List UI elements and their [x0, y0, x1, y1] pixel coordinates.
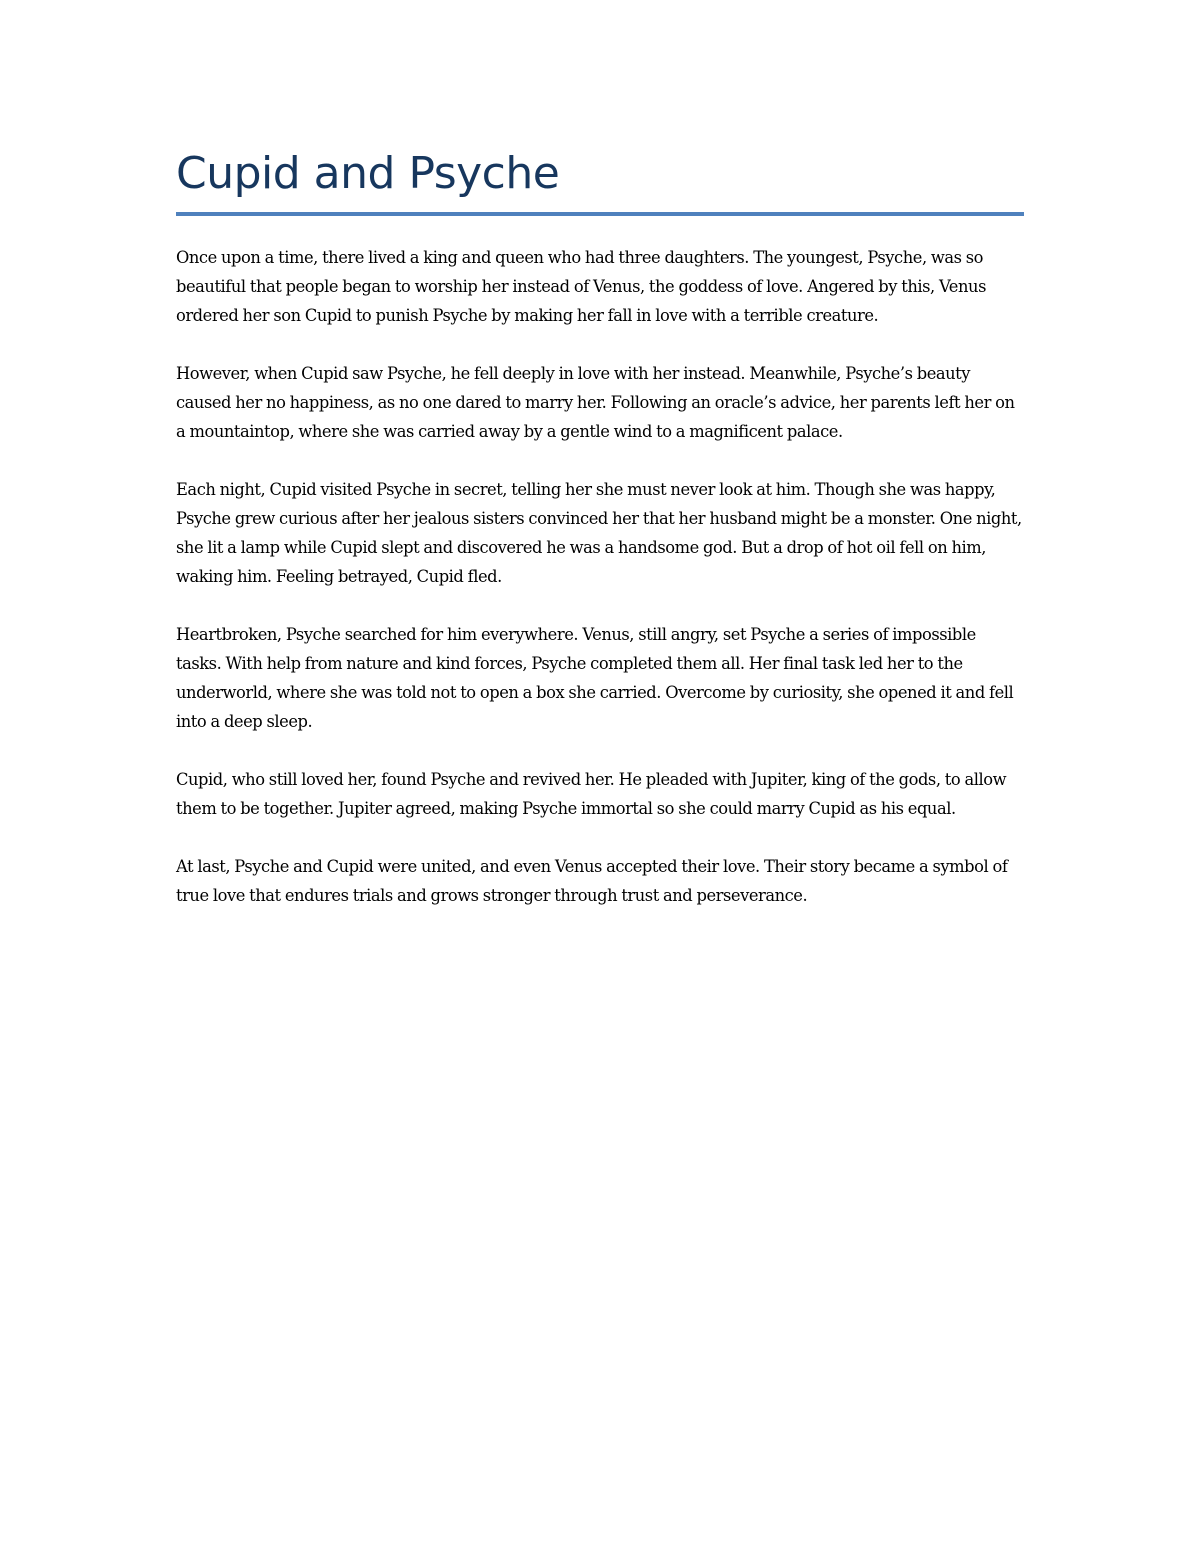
title-underline	[176, 212, 1024, 216]
paragraph-6: At last, Psyche and Cupid were united, and even Venus accepted their love. Their story became a symbol of true love that endures trials and grows stronger through trust and perseverance.	[176, 857, 1008, 905]
paragraph-4: Heartbroken, Psyche searched for him everywhere. Venus, still angry, set Psyche a series of impossible tasks. With help from nature and kind forces, Psyche completed them all. Her final task led her to the underworld, where she was told not to open a box she carried. Overcome by curiosity, she opened it and fell into a deep sleep.	[176, 625, 1014, 731]
document-body	[176, 243, 1024, 910]
paragraph-3: Each night, Cupid visited Psyche in secret, telling her she must never look at him. Though she was happy, Psyche grew curious after her jealous sisters convinced her that her husband might be a monster. One night, she lit a lamp while Cupid slept and discovered he was a handsome god. But a drop of hot oil fell on him, waking him. Feeling betrayed, Cupid fled.	[176, 480, 1022, 586]
paragraph-1: Once upon a time, there lived a king and queen who had three daughters. The youngest, Psyche, was so beautiful that people began to worship her instead of Venus, the goddess of love. Angered by this, Venus ordered her son Cupid to punish Psyche by making her fall in love with a terrible creature.	[176, 248, 986, 325]
document-page	[176, 146, 1024, 939]
paragraph-2: However, when Cupid saw Psyche, he fell deeply in love with her instead. Meanwhile, Psyche’s beauty caused her no happiness, as no one dared to marry her. Following an oracle’s advice, her parents left her on a mountaintop, where she was carried away by a gentle wind to a magnificent palace.	[176, 364, 1015, 441]
document-title: Cupid and Psyche	[176, 148, 560, 199]
paragraph-5: Cupid, who still loved her, found Psyche and revived her. He pleaded with Jupiter, king of the gods, to allow them to be together. Jupiter agreed, making Psyche immortal so she could marry Cupid as his equal.	[176, 770, 1007, 818]
